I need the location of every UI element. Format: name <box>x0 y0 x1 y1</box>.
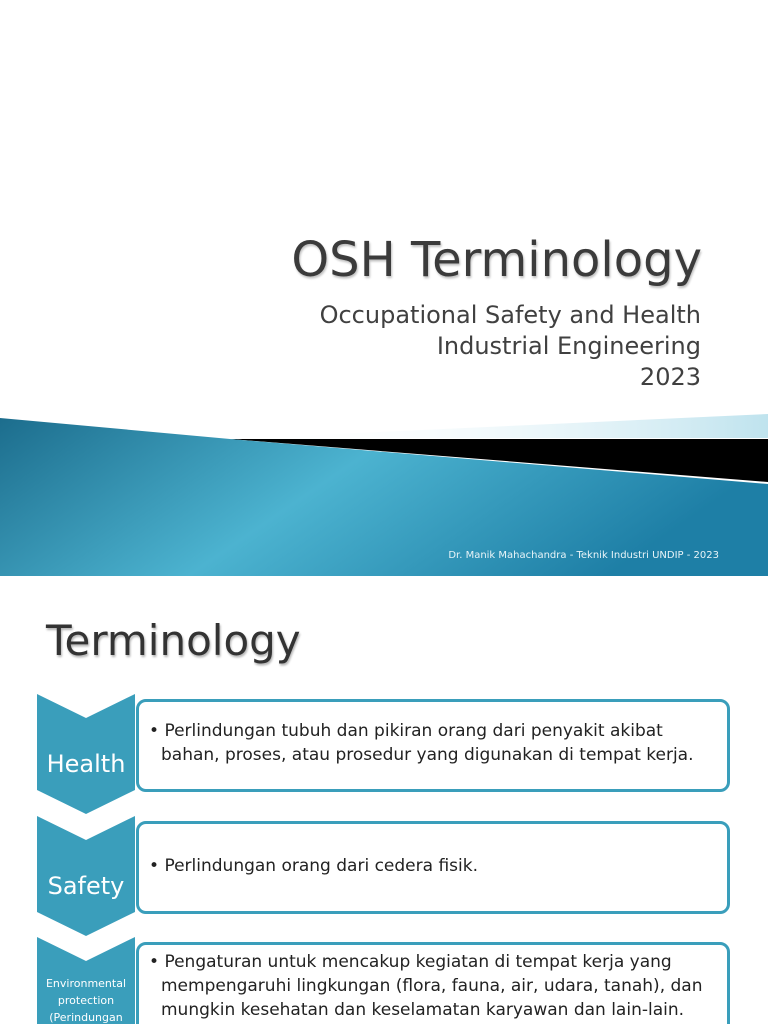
slide-subtitle <box>320 300 701 393</box>
definition-text <box>147 719 717 767</box>
bullet: • <box>149 952 160 972</box>
chevron-label: Safety <box>47 872 125 900</box>
chevron-label: Environmental protection (Perindungan <box>45 977 127 1024</box>
slide-title: OSH Terminology <box>291 232 702 288</box>
chevron-safety <box>37 816 135 936</box>
chevron-label: Health <box>46 750 126 778</box>
content-slide <box>0 576 768 1024</box>
definition-safety: Perlindungan orang dari cedera fisik. <box>164 856 478 876</box>
bullet: • <box>149 721 160 741</box>
definition-health: Perlindungan tubuh dan pikiran orang dari penyakit akibat bahan, proses, atau prosedur yang digunakan di tempat kerja. <box>161 721 694 765</box>
subtitle-line: 2023 <box>639 363 701 391</box>
definition-text <box>147 950 717 1022</box>
subtitle-line: Occupational Safety and Health <box>319 301 701 329</box>
bullet: • <box>149 856 160 876</box>
slide-title: Terminology <box>46 616 301 665</box>
slide-footer: Dr. Manik Mahachandra - Teknik Industri UNDIP - 2023 <box>448 550 719 561</box>
definition-box <box>136 821 730 914</box>
subtitle-line: Industrial Engineering <box>436 332 701 360</box>
definition-box <box>136 942 730 1024</box>
chevron-environmental <box>37 937 135 1024</box>
chevron-health <box>37 694 135 814</box>
definition-box <box>136 699 730 792</box>
definition-environmental: Pengaturan untuk mencakup kegiatan di tempat kerja yang mempengaruhi lingkungan (flora, fauna, air, udara, tanah), dan mungkin kesehatan dan keselamatan karyawan dan lain-lain. <box>161 952 703 1020</box>
definition-text <box>147 854 717 878</box>
